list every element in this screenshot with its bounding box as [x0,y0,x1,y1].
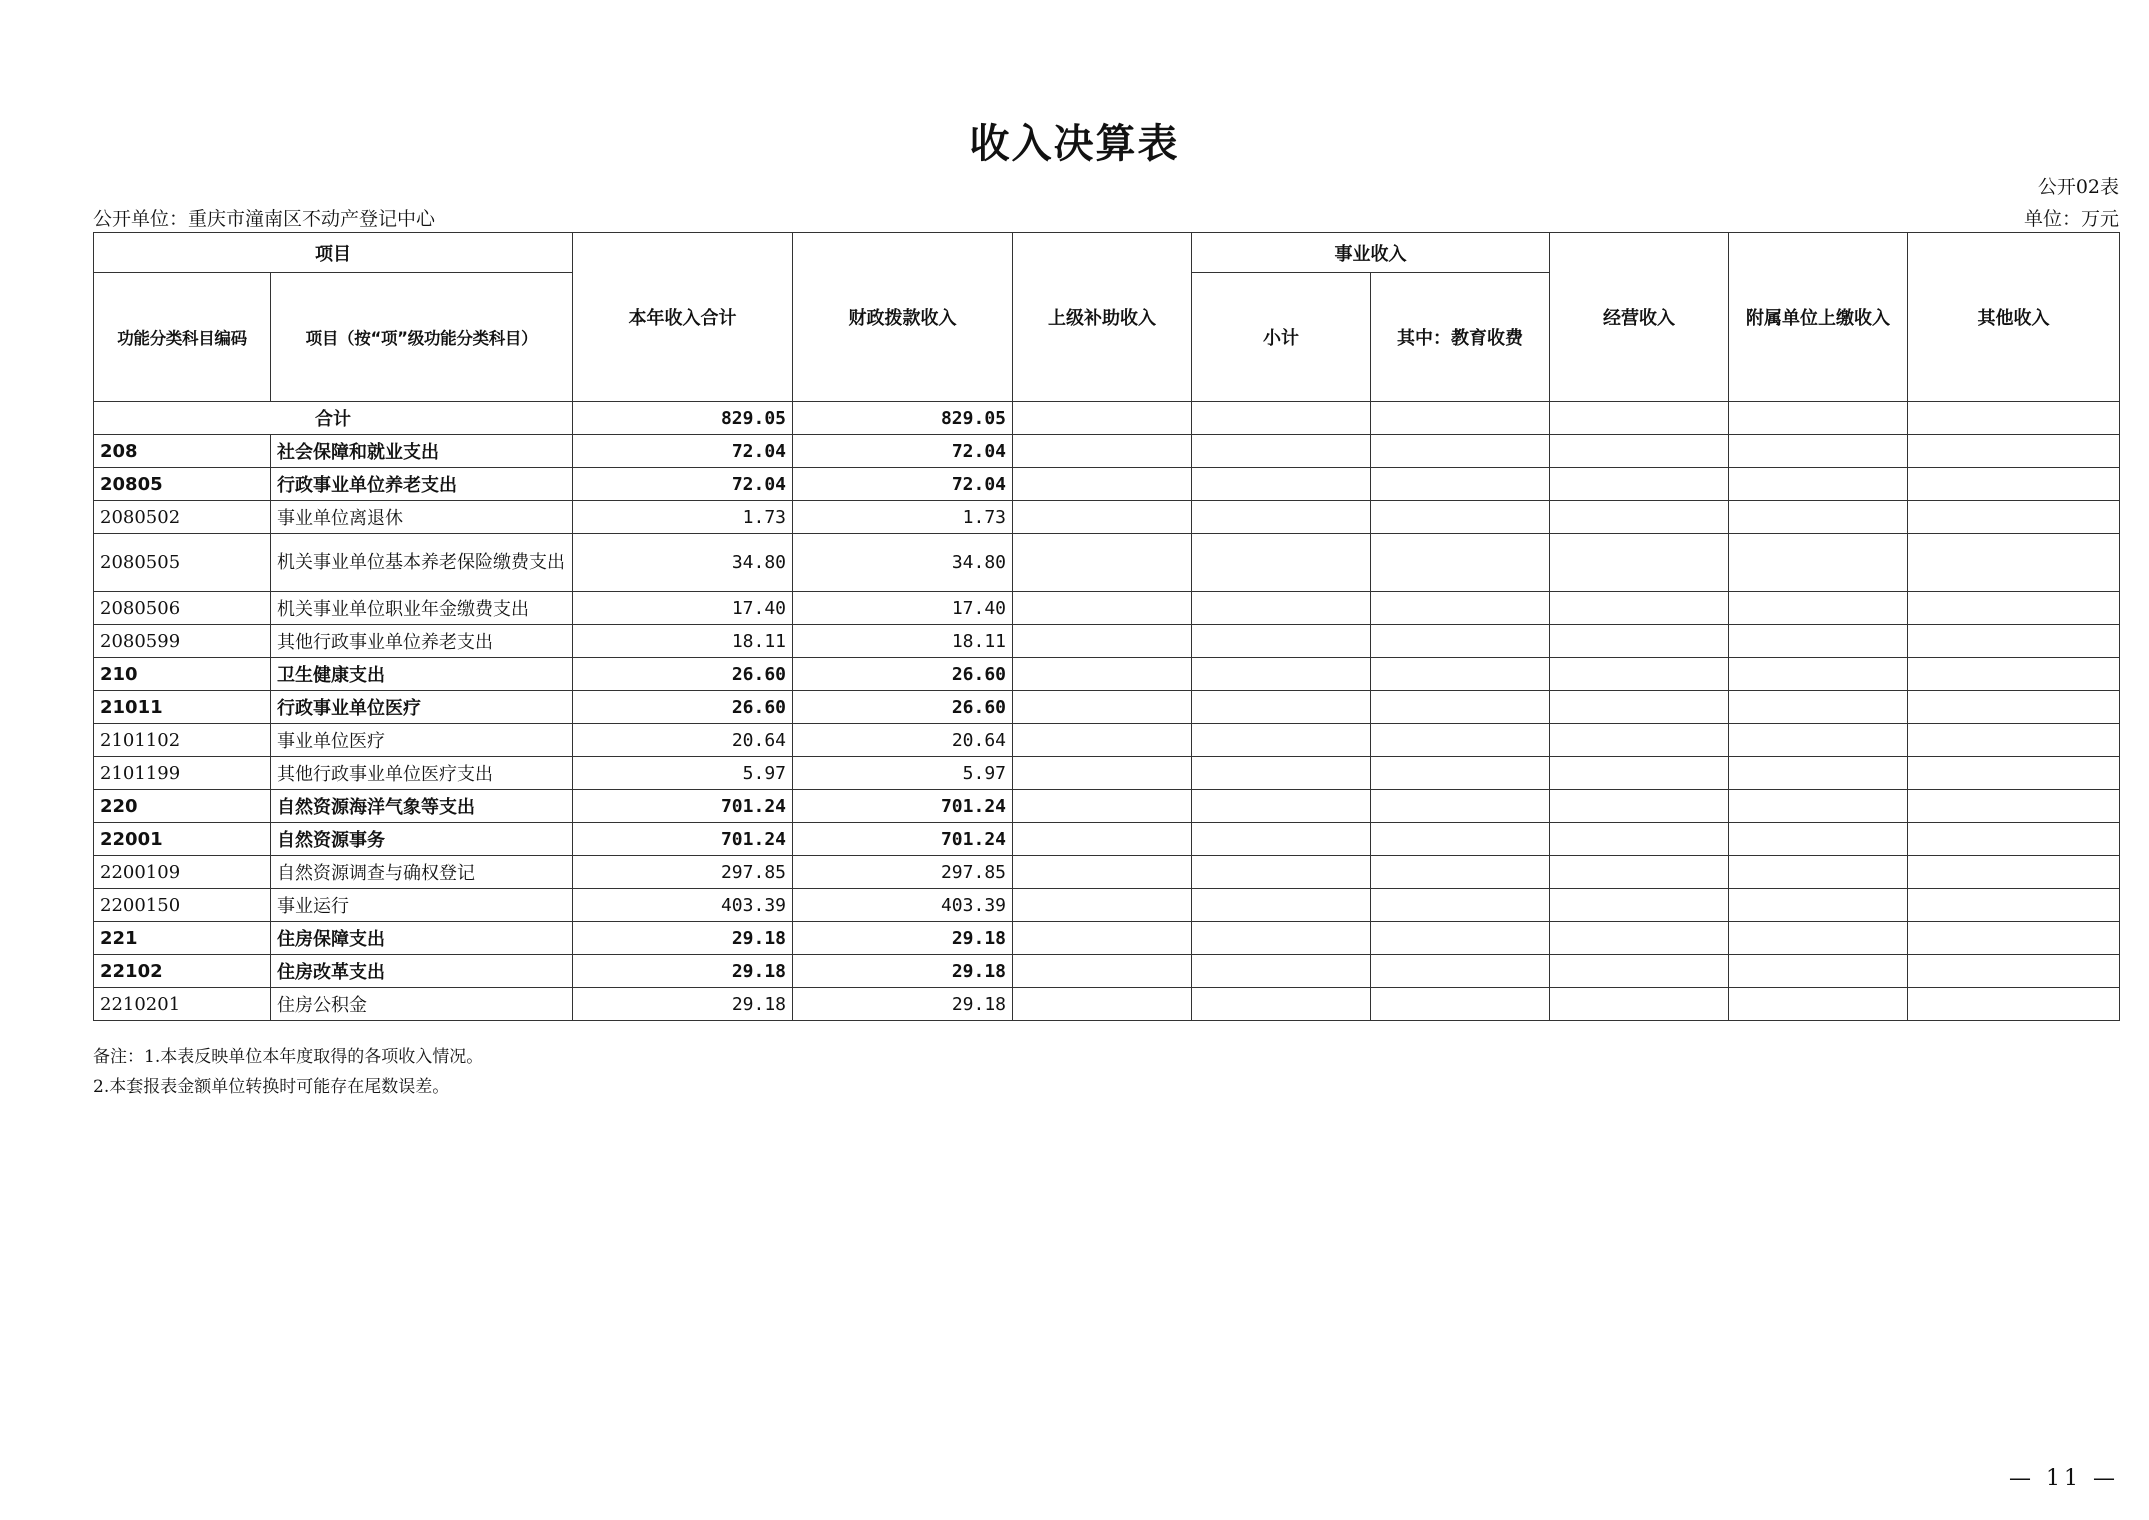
empty-cell [1908,402,2120,435]
empty-cell [1908,790,2120,823]
empty-cell [1192,625,1371,658]
total-fiscal-value: 829.05 [793,402,1013,435]
empty-cell [1908,592,2120,625]
empty-cell [1371,691,1550,724]
empty-cell [1550,468,1729,501]
row-fiscal: 17.40 [793,592,1013,625]
empty-cell [1550,534,1729,592]
empty-cell [1013,592,1192,625]
header-career-subtotal: 小计 [1192,273,1371,402]
row-code: 22001 [94,823,271,856]
empty-cell [1013,625,1192,658]
empty-cell [1013,988,1192,1021]
empty-cell [1908,889,2120,922]
empty-cell [1371,889,1550,922]
empty-cell [1371,625,1550,658]
row-fiscal: 297.85 [793,856,1013,889]
row-fiscal: 701.24 [793,823,1013,856]
row-name: 自然资源调查与确权登记 [271,856,573,889]
reporting-unit: 公开单位：重庆市潼南区不动产登记中心 [93,208,436,230]
row-total: 403.39 [573,889,793,922]
empty-cell [1729,724,1908,757]
row-code: 2080506 [94,592,271,625]
row-code: 220 [94,790,271,823]
row-total: 17.40 [573,592,793,625]
row-total: 72.04 [573,435,793,468]
row-total: 5.97 [573,757,793,790]
header-affiliated-income: 附属单位上缴收入 [1729,233,1908,402]
empty-cell [1550,435,1729,468]
empty-cell [1908,724,2120,757]
empty-cell [1550,988,1729,1021]
row-name: 卫生健康支出 [271,658,573,691]
table-row [94,823,2120,856]
table-row [94,889,2120,922]
row-total: 20.64 [573,724,793,757]
empty-cell [1550,823,1729,856]
empty-cell [1013,402,1192,435]
row-name: 行政事业单位医疗 [271,691,573,724]
empty-cell [1729,988,1908,1021]
empty-cell [1371,658,1550,691]
row-fiscal: 5.97 [793,757,1013,790]
row-fiscal: 29.18 [793,988,1013,1021]
empty-cell [1550,402,1729,435]
empty-cell [1908,988,2120,1021]
empty-cell [1908,823,2120,856]
empty-cell [1550,889,1729,922]
header-career-income: 事业收入 [1192,233,1550,273]
row-total: 29.18 [573,955,793,988]
empty-cell [1013,691,1192,724]
empty-cell [1908,856,2120,889]
empty-cell [1908,468,2120,501]
empty-cell [1013,658,1192,691]
empty-cell [1013,856,1192,889]
empty-cell [1192,468,1371,501]
table-row [94,592,2120,625]
empty-cell [1729,435,1908,468]
empty-cell [1550,691,1729,724]
empty-cell [1192,724,1371,757]
row-code: 2200109 [94,856,271,889]
empty-cell [1013,790,1192,823]
empty-cell [1729,501,1908,534]
row-fiscal: 29.18 [793,922,1013,955]
empty-cell [1013,501,1192,534]
empty-cell [1192,592,1371,625]
empty-cell [1550,757,1729,790]
row-code: 2080599 [94,625,271,658]
form-number: 公开02表 [2037,176,2119,198]
row-total: 34.80 [573,534,793,592]
empty-cell [1729,402,1908,435]
note-line-1: 备注：1.本表反映单位本年度取得的各项收入情况。 [93,1047,484,1067]
header-superior-subsidy: 上级补助收入 [1013,233,1192,402]
row-code: 221 [94,922,271,955]
row-total: 26.60 [573,658,793,691]
table-row [94,856,2120,889]
row-name: 行政事业单位养老支出 [271,468,573,501]
row-code: 2080505 [94,534,271,592]
empty-cell [1192,534,1371,592]
row-name: 事业单位医疗 [271,724,573,757]
empty-cell [1192,435,1371,468]
empty-cell [1729,790,1908,823]
empty-cell [1908,922,2120,955]
page-number: — 11 — [2009,1466,2119,1491]
row-name: 机关事业单位基本养老保险缴费支出 [271,534,573,592]
empty-cell [1908,435,2120,468]
table-row [94,790,2120,823]
total-income-value: 829.05 [573,402,793,435]
empty-cell [1371,501,1550,534]
row-code: 22102 [94,955,271,988]
empty-cell [1908,625,2120,658]
empty-cell [1550,658,1729,691]
row-code: 2080502 [94,501,271,534]
empty-cell [1550,856,1729,889]
row-total: 29.18 [573,988,793,1021]
empty-cell [1908,658,2120,691]
empty-cell [1371,856,1550,889]
total-label: 合计 [94,402,573,435]
empty-cell [1371,922,1550,955]
empty-cell [1013,922,1192,955]
empty-cell [1908,757,2120,790]
table-row [94,955,2120,988]
row-total: 72.04 [573,468,793,501]
row-name: 机关事业单位职业年金缴费支出 [271,592,573,625]
table-row [94,658,2120,691]
empty-cell [1192,823,1371,856]
row-total: 701.24 [573,823,793,856]
total-row [94,402,2120,435]
row-total: 701.24 [573,790,793,823]
table-row [94,468,2120,501]
empty-cell [1371,823,1550,856]
header-function-code: 功能分类科目编码 [94,273,271,402]
header-fiscal-appropriation: 财政拨款收入 [793,233,1013,402]
empty-cell [1192,955,1371,988]
empty-cell [1729,955,1908,988]
empty-cell [1192,988,1371,1021]
empty-cell [1013,534,1192,592]
row-fiscal: 403.39 [793,889,1013,922]
table-row [94,724,2120,757]
empty-cell [1371,534,1550,592]
currency-unit: 单位：万元 [2023,208,2119,230]
row-code: 2101102 [94,724,271,757]
row-name: 其他行政事业单位医疗支出 [271,757,573,790]
row-fiscal: 701.24 [793,790,1013,823]
empty-cell [1192,889,1371,922]
row-total: 297.85 [573,856,793,889]
empty-cell [1013,955,1192,988]
empty-cell [1908,534,2120,592]
row-total: 29.18 [573,922,793,955]
empty-cell [1550,625,1729,658]
table-row [94,988,2120,1021]
header-education-fee: 其中：教育收费 [1371,273,1550,402]
empty-cell [1729,757,1908,790]
empty-cell [1013,889,1192,922]
row-name: 住房保障支出 [271,922,573,955]
row-total: 26.60 [573,691,793,724]
empty-cell [1550,790,1729,823]
empty-cell [1729,823,1908,856]
empty-cell [1371,955,1550,988]
row-code: 2101199 [94,757,271,790]
row-fiscal: 1.73 [793,501,1013,534]
empty-cell [1729,691,1908,724]
empty-cell [1371,988,1550,1021]
empty-cell [1371,790,1550,823]
table-row [94,922,2120,955]
empty-cell [1550,501,1729,534]
empty-cell [1729,889,1908,922]
row-name: 住房改革支出 [271,955,573,988]
row-fiscal: 72.04 [793,435,1013,468]
empty-cell [1550,592,1729,625]
empty-cell [1013,468,1192,501]
empty-cell [1192,501,1371,534]
row-name: 事业运行 [271,889,573,922]
empty-cell [1371,592,1550,625]
empty-cell [1729,625,1908,658]
empty-cell [1908,955,2120,988]
row-fiscal: 26.60 [793,658,1013,691]
row-name: 其他行政事业单位养老支出 [271,625,573,658]
empty-cell [1729,534,1908,592]
empty-cell [1371,435,1550,468]
empty-cell [1371,402,1550,435]
row-name: 社会保障和就业支出 [271,435,573,468]
row-name: 自然资源事务 [271,823,573,856]
empty-cell [1192,790,1371,823]
row-name: 住房公积金 [271,988,573,1021]
row-name: 自然资源海洋气象等支出 [271,790,573,823]
header-total-income: 本年收入合计 [573,233,793,402]
empty-cell [1729,922,1908,955]
table-notes [93,1042,483,1102]
empty-cell [1371,468,1550,501]
row-code: 210 [94,658,271,691]
empty-cell [1192,856,1371,889]
header-other-income: 其他收入 [1908,233,2120,402]
income-statement-table [93,232,2120,1021]
row-code: 21011 [94,691,271,724]
empty-cell [1192,658,1371,691]
row-code: 208 [94,435,271,468]
row-fiscal: 20.64 [793,724,1013,757]
empty-cell [1371,724,1550,757]
empty-cell [1192,691,1371,724]
empty-cell [1013,435,1192,468]
empty-cell [1729,468,1908,501]
table-row [94,534,2120,592]
empty-cell [1192,402,1371,435]
table-row [94,625,2120,658]
empty-cell [1550,922,1729,955]
empty-cell [1729,592,1908,625]
row-name: 事业单位离退休 [271,501,573,534]
table-row [94,757,2120,790]
empty-cell [1729,856,1908,889]
empty-cell [1192,757,1371,790]
header-item-name: 项目（按“项”级功能分类科目） [271,273,573,402]
empty-cell [1550,955,1729,988]
row-fiscal: 18.11 [793,625,1013,658]
row-total: 18.11 [573,625,793,658]
empty-cell [1013,757,1192,790]
row-fiscal: 72.04 [793,468,1013,501]
empty-cell [1192,922,1371,955]
empty-cell [1908,691,2120,724]
row-fiscal: 29.18 [793,955,1013,988]
row-code: 20805 [94,468,271,501]
header-operating-income: 经营收入 [1550,233,1729,402]
row-code: 2210201 [94,988,271,1021]
page-title: 收入决算表 [969,121,1180,167]
empty-cell [1729,658,1908,691]
empty-cell [1908,501,2120,534]
empty-cell [1550,724,1729,757]
row-code: 2200150 [94,889,271,922]
table-row [94,691,2120,724]
row-total: 1.73 [573,501,793,534]
row-fiscal: 34.80 [793,534,1013,592]
empty-cell [1371,757,1550,790]
table-row [94,435,2120,468]
empty-cell [1013,724,1192,757]
empty-cell [1013,823,1192,856]
note-line-2: 2.本套报表金额单位转换时可能存在尾数误差。 [93,1077,450,1097]
table-row [94,501,2120,534]
header-item: 项目 [94,233,573,273]
row-fiscal: 26.60 [793,691,1013,724]
